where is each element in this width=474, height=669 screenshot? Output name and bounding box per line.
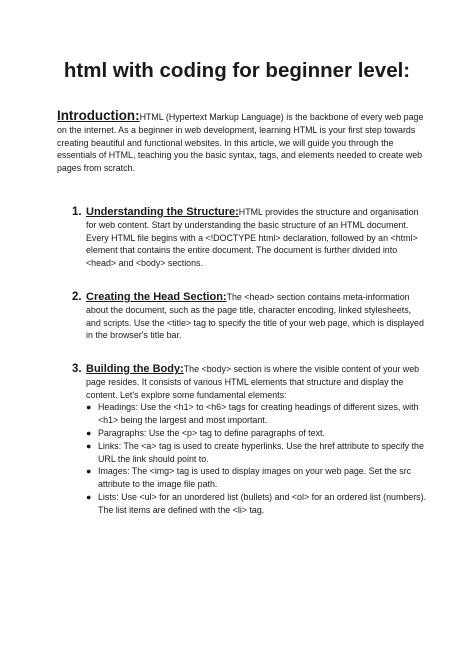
bullet-icon: ● [86,491,92,502]
section-number: 2. [72,291,82,303]
section-body: page resides. It consists of various HTML elements that structure and display the content. Let's explore some fundamental elements: [86,376,404,400]
section-title: Creating the Head Section: [86,291,227,303]
section-body: about the document, such as the page title, character encoding, linked stylesheets, and scripts. Use the <title> tag to specify the title of your web page, which is displayed in the browser's title bar. [86,304,424,341]
list-item-text: Links: The <a> tag is used to create hyperlinks. Use the href attribute to specify the URL the link should point to. [98,440,424,464]
section-body: for web content. Start by understanding the basic structure of an HTML document. Every HTML file begins with a <!DOCTYPE html> declaration, followed by an <html> element that contains the entire document. The document is further divided into <head> and <body> sections. [86,219,418,269]
section-structure [72,206,427,270]
bullet-icon: ● [86,427,92,438]
elements-bullet-list [72,401,427,516]
page-title: html with coding for beginner level: [63,59,411,82]
list-item [86,491,427,517]
bullet-icon: ● [86,466,92,477]
list-item [86,427,427,440]
list-item-text: Paragraphs: Use the <p> tag to define paragraphs of text. [98,427,325,438]
section-heading-line [72,206,427,219]
introduction-text: HTML (Hypertext Markup Language) is the backbone of every web page on the internet. As a beginner in web development, learning HTML is your first step towards creating beautiful and functional websites. In this article, we will guide you through the essentials of HTML, teaching you the basic syntax, tags, and elements needed to create web pages from scratch. [57,112,424,174]
list-item-text: Headings: Use the <h1> to <h6> tags for creating headings of different sizes, with <h1> being the largest and most important. [98,402,419,426]
section-title: Understanding the Structure: [86,206,239,218]
introduction-paragraph [57,110,427,175]
section-number: 1. [72,206,82,218]
section-heading-line [72,363,427,376]
section-heading-line [72,291,427,304]
list-item-text: Lists: Use <ul> for an unordered list (bullets) and <ol> for an ordered list (numbers). The list items are defined with the <li> tag. [98,491,427,515]
list-item [86,465,427,491]
list-item-text: Images: The <img> tag is used to display images on your web page. Set the src attribute to the image file path. [98,466,412,490]
section-first-line: HTML provides the structure and organisation [238,207,419,217]
section-number: 3. [72,363,82,375]
section-body-building [72,363,427,517]
bullet-icon: ● [86,440,92,451]
section-head [72,291,427,342]
section-first-line: The <head> section contains meta-information [226,292,410,302]
bullet-icon: ● [86,402,92,413]
introduction-heading: Introduction: [57,108,140,123]
section-first-line: The <body> section is where the visible content of your web [183,364,420,374]
section-title: Building the Body: [86,363,184,375]
list-item [86,440,427,466]
list-item [86,401,427,427]
